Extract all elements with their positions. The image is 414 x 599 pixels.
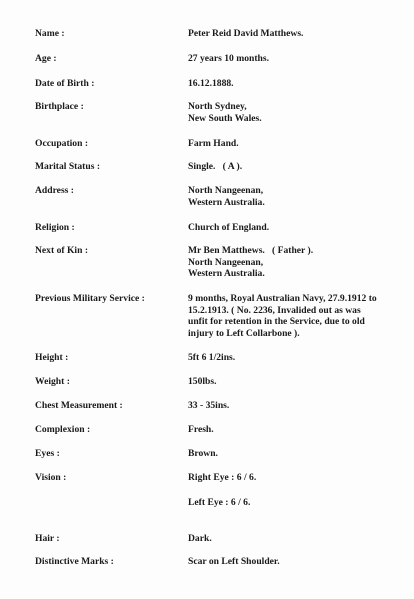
chest-measurement-text: 33 - 35ins. bbox=[188, 400, 230, 411]
date-of-birth-value bbox=[188, 78, 408, 90]
address-value bbox=[188, 185, 408, 208]
birthplace-line: North Sydney, bbox=[188, 101, 247, 112]
occupation-value bbox=[188, 138, 408, 150]
vision-left-eye: Left Eye : 6 / 6. bbox=[188, 497, 251, 508]
address-line: Western Australia. bbox=[188, 196, 265, 208]
occupation-label: Occupation : bbox=[35, 138, 89, 149]
previous-military-service-line: 15.2.1913. ( No. 2236, Invalided out as was bbox=[188, 304, 361, 316]
previous-military-service-line: unfit for retention in the Service, due to old bbox=[188, 316, 365, 327]
eyes-value bbox=[188, 448, 408, 460]
hair-value bbox=[188, 533, 408, 545]
name-label: Name : bbox=[35, 28, 65, 39]
distinctive-marks-label: Distinctive Marks : bbox=[35, 556, 114, 567]
vision-value-left bbox=[188, 497, 408, 509]
weight-label: Weight : bbox=[35, 376, 70, 387]
eyes-text: Brown. bbox=[188, 448, 218, 459]
next-of-kin-line: Western Australia. bbox=[188, 268, 265, 279]
vision-right-eye: Right Eye : 6 / 6. bbox=[188, 472, 257, 483]
previous-military-service-label: Previous Military Service : bbox=[35, 293, 145, 304]
birthplace-line: New South Wales. bbox=[188, 112, 262, 124]
next-of-kin-line: North Nangeenan, bbox=[188, 256, 264, 268]
address-line: North Nangeenan, bbox=[188, 185, 264, 196]
religion-value bbox=[188, 222, 408, 234]
height-label: Height : bbox=[35, 352, 69, 363]
occupation-text: Farm Hand. bbox=[188, 138, 239, 149]
chest-measurement-label: Chest Measurement : bbox=[35, 400, 123, 411]
date-of-birth-label: Date of Birth : bbox=[35, 78, 95, 89]
distinctive-marks-text: Scar on Left Shoulder. bbox=[188, 556, 280, 567]
previous-military-service-line: injury to Left Collarbone ). bbox=[188, 327, 300, 339]
weight-value bbox=[188, 376, 408, 388]
age-label: Age : bbox=[35, 53, 57, 64]
religion-label: Religion : bbox=[35, 222, 75, 233]
age-value bbox=[188, 53, 408, 65]
name-text: Peter Reid David Matthews. bbox=[188, 28, 304, 39]
height-value bbox=[188, 352, 408, 364]
address-label: Address : bbox=[35, 185, 75, 196]
chest-measurement-value bbox=[188, 400, 408, 412]
eyes-label: Eyes : bbox=[35, 448, 60, 459]
complexion-label: Complexion : bbox=[35, 424, 91, 435]
next-of-kin-value bbox=[188, 245, 408, 280]
marital-status-text: Single. ( A ). bbox=[188, 161, 243, 172]
age-text: 27 years 10 months. bbox=[188, 53, 270, 64]
date-of-birth-text: 16.12.1888. bbox=[188, 78, 234, 89]
complexion-value bbox=[188, 424, 408, 436]
previous-military-service-line: 9 months, Royal Australian Navy, 27.9.1912 to bbox=[188, 293, 377, 304]
next-of-kin-label: Next of Kin : bbox=[35, 245, 89, 256]
next-of-kin-line: Mr Ben Matthews. ( Father ). bbox=[188, 245, 314, 256]
weight-text: 150lbs. bbox=[188, 376, 217, 387]
birthplace-label: Birthplace : bbox=[35, 101, 84, 112]
name-value bbox=[188, 28, 408, 40]
religion-text: Church of England. bbox=[188, 222, 270, 233]
previous-military-service-value bbox=[188, 293, 408, 339]
marital-status-value bbox=[188, 161, 408, 173]
vision-label: Vision : bbox=[35, 472, 67, 483]
height-text: 5ft 6 1/2ins. bbox=[188, 352, 236, 363]
hair-text: Dark. bbox=[188, 533, 212, 544]
birthplace-value bbox=[188, 101, 408, 124]
marital-status-label: Marital Status : bbox=[35, 161, 101, 172]
hair-label: Hair : bbox=[35, 533, 60, 544]
vision-value bbox=[188, 472, 408, 484]
complexion-text: Fresh. bbox=[188, 424, 214, 435]
distinctive-marks-value bbox=[188, 556, 408, 568]
